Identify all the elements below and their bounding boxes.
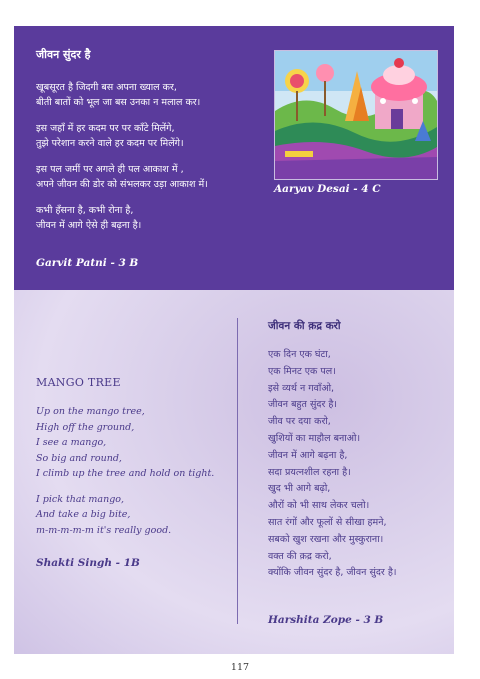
poem-line: And take a big bite, xyxy=(36,509,131,520)
poem-author: Harshita Zope - 3 B xyxy=(268,614,384,626)
poem-line: एक मिनट एक पल। xyxy=(268,365,336,377)
artwork-image xyxy=(274,50,438,180)
column-divider xyxy=(237,318,238,624)
poem-title: जीवन सुंदर है xyxy=(36,48,91,61)
poem-author: Garvit Patni - 3 B xyxy=(36,257,139,269)
poem-line: एक दिन एक घंटा, xyxy=(268,349,331,360)
poem-line: So big and round, xyxy=(36,452,122,464)
poem-line: I pick that mango, xyxy=(36,493,125,505)
poem-line: m-m-m-m-m it's really good. xyxy=(36,524,172,536)
poem-author: Shakti Singh - 1B xyxy=(36,557,140,569)
poem-line: सबको खुश रखना और मुस्कुराना। xyxy=(268,533,384,545)
poem-body xyxy=(36,80,208,244)
poem-line: जीवन बहुत सुंदर है। xyxy=(268,399,338,411)
poem-line: I see a mango, xyxy=(36,437,107,448)
stanza xyxy=(36,121,208,151)
poem-line: जीव पर दया करो, xyxy=(268,416,331,428)
artist-credit: Aaryav Desai - 4 C xyxy=(274,183,381,195)
poem-line: बीती बातों को भूल जा बस उनका न मलाल कर। xyxy=(36,97,201,108)
poem-line: वक्त की क़द्र करो, xyxy=(268,550,332,562)
poem-line: खुशियों का माहौल बनाओ। xyxy=(268,432,361,444)
poem-line: कभी हँसना है, कभी रोना है, xyxy=(36,205,134,216)
poem-body xyxy=(36,404,214,548)
candy-land-painting xyxy=(275,51,437,179)
poem-line: I climb up the tree and hold on tight. xyxy=(36,468,215,479)
poem-body xyxy=(268,347,396,582)
page-number: 117 xyxy=(230,662,250,673)
poem-line: सदा प्रयत्नशील रहना है। xyxy=(268,466,351,478)
poem-line: इस पल जमीं पर अगले ही पल आकाश में , xyxy=(36,164,184,175)
stanza xyxy=(36,404,214,482)
stanza xyxy=(36,203,208,233)
poem-line: क्योंकि जीवन सुंदर है, जीवन सुंदर है। xyxy=(268,567,397,579)
poem-line: खूबसूरत है जिदगी बस अपना ख्याल कर, xyxy=(36,82,177,93)
poem-line: इसे व्यर्थ न गवाँओ, xyxy=(268,382,335,394)
poem-line: इस जहाँ में हर कदम पर पर काँटे मिलेंगे, xyxy=(36,123,175,134)
poem-line: जीवन में आगे ऐसे ही बढ़ना है। xyxy=(36,220,142,231)
poem-line: अपने जीवन की डोर को संभलकर उड़ा आकाश में। xyxy=(36,179,208,190)
poem-line: खुद भी आगे बढ़ो, xyxy=(268,483,331,495)
poem-line: तुझे परेशान करने वाले हर कदम पर मिलेंगे। xyxy=(36,138,184,149)
poem-title: MANGO TREE xyxy=(36,376,121,389)
poem-line: High off the ground, xyxy=(36,421,135,433)
stanza xyxy=(36,492,214,539)
stanza xyxy=(36,162,208,192)
poem-line: Up on the mango tree, xyxy=(36,406,145,417)
poem-line: सात रंगों और फूलों से सीखा हमने, xyxy=(268,516,387,528)
poem-line: जीवन में आगे बढ़ना है, xyxy=(268,449,348,461)
stanza xyxy=(36,80,208,110)
poem-title: जीवन की क़द्र करो xyxy=(268,320,341,332)
poem-line: औरों को भी साथ लेकर चलो। xyxy=(268,500,370,512)
